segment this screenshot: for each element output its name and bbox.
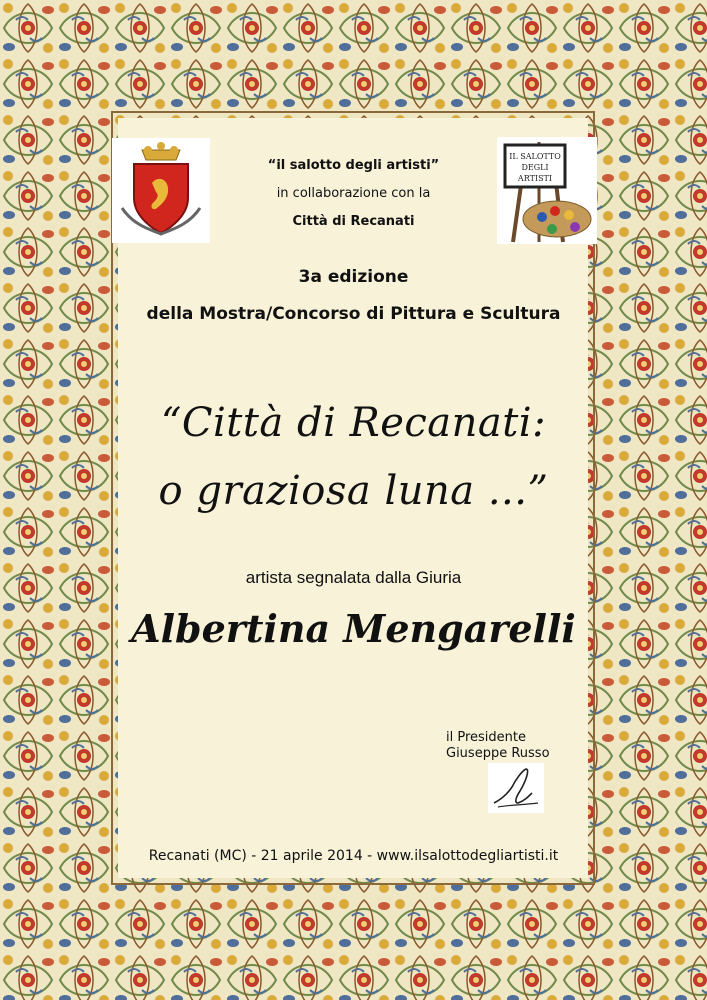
handwritten-signature xyxy=(488,763,544,813)
exhibition-title: della Mostra/Concorso di Pittura e Scultura xyxy=(146,304,561,324)
edition-number: 3a edizione xyxy=(298,267,409,287)
president-name: Giuseppe Russo xyxy=(446,746,550,761)
collaboration-text: in collaborazione con la xyxy=(276,186,431,201)
contest-title-line1: “Città di Recanati: xyxy=(160,400,547,446)
svg-text:DEGLI: DEGLI xyxy=(521,163,549,172)
organizer-name: “il salotto degli artisti” xyxy=(267,158,440,173)
svg-text:ARTISTI: ARTISTI xyxy=(517,174,553,183)
signature-block xyxy=(446,730,550,762)
award-label: artista segnalata dalla Giuria xyxy=(245,568,462,587)
artist-name: Albertina Mengarelli xyxy=(131,606,576,651)
city-name: Città di Recanati xyxy=(292,214,415,229)
contest-title-line2: o graziosa luna ...” xyxy=(158,468,549,514)
footer-info: Recanati (MC) - 21 aprile 2014 - www.ilsalottodegliartisti.it xyxy=(148,848,559,864)
president-role: il Presidente xyxy=(446,730,526,745)
svg-text:IL SALOTTO: IL SALOTTO xyxy=(509,152,561,161)
